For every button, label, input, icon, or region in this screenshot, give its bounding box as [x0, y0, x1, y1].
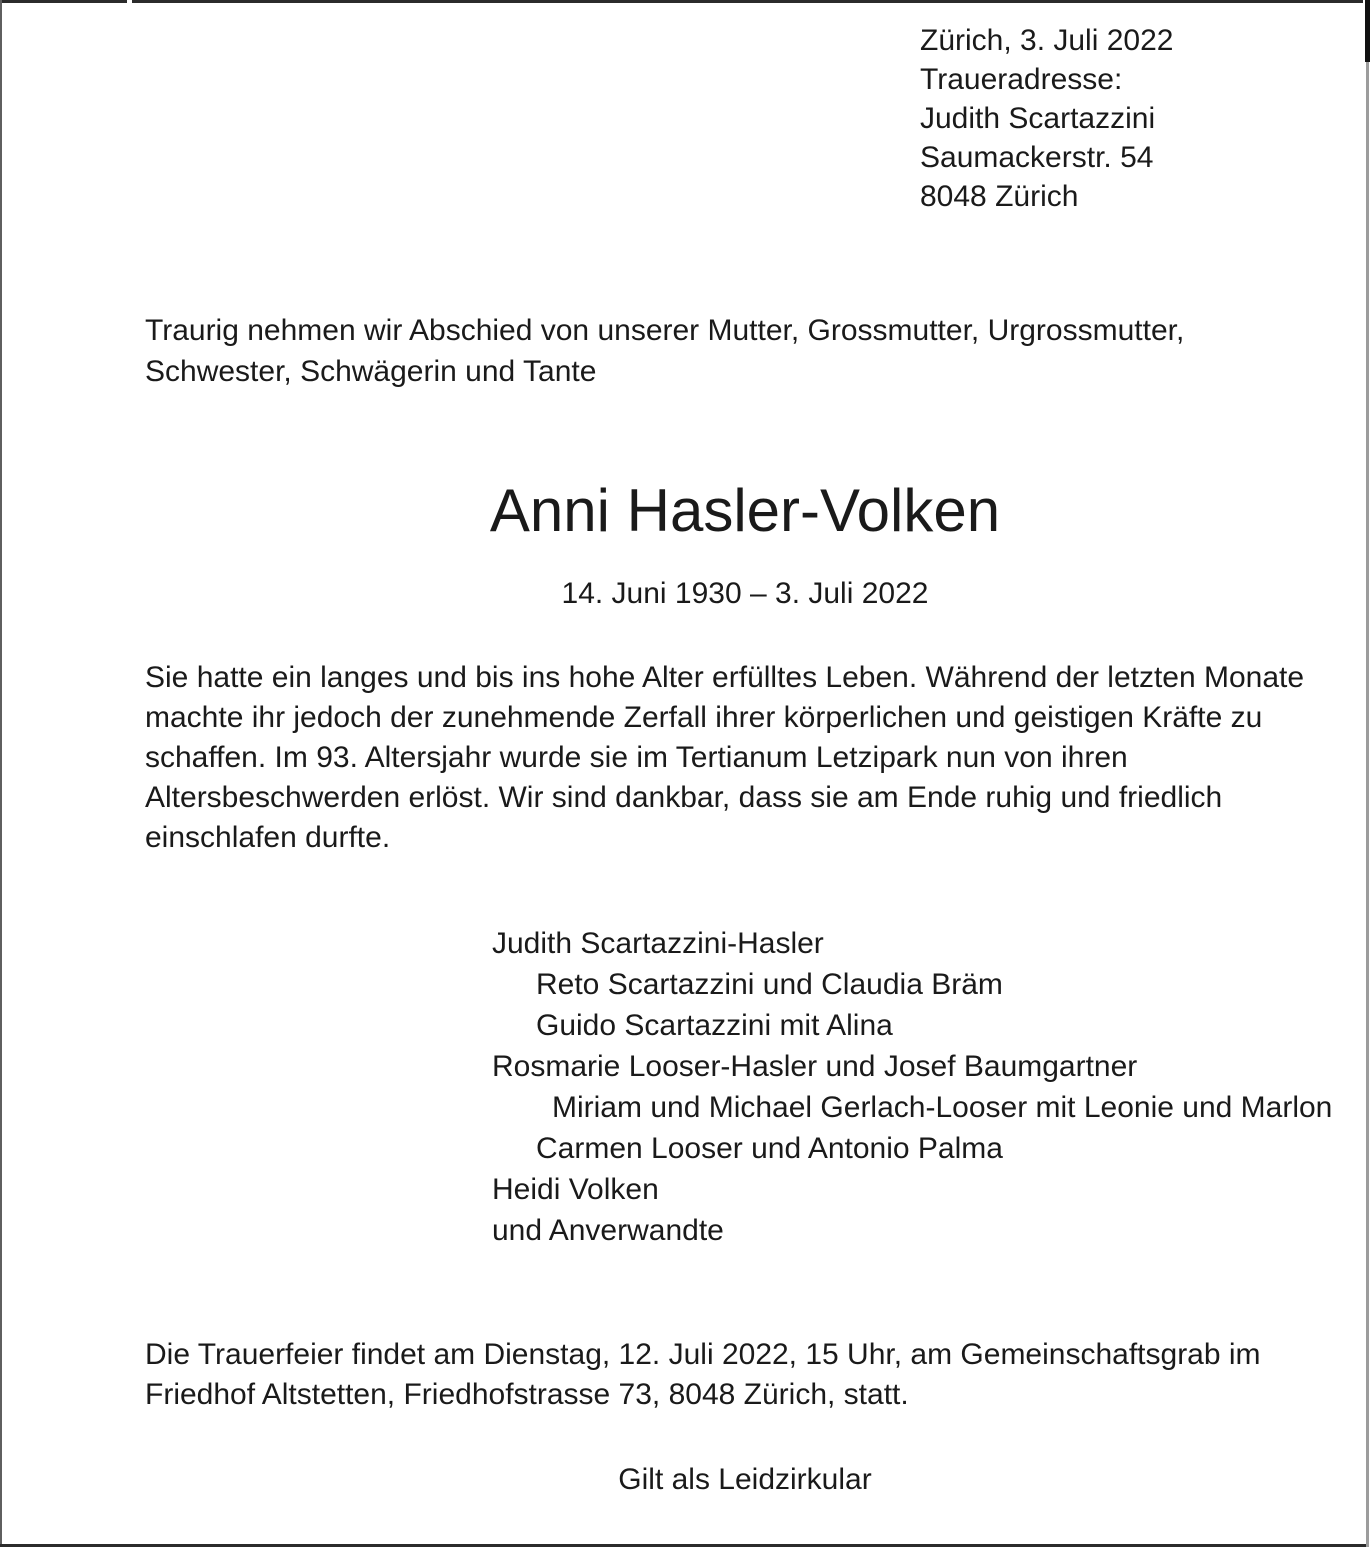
family-entry: Carmen Looser und Antonio Palma — [536, 1132, 1003, 1165]
page-border-top-right-segment — [132, 0, 1363, 3]
intro-line: Schwester, Schwägerin und Tante — [145, 355, 597, 388]
scrollbar-thumb[interactable] — [1365, 0, 1370, 62]
scrollbar-track[interactable] — [1366, 0, 1369, 1547]
dateline: Zürich, 3. Juli 2022 — [920, 24, 1174, 57]
obituary-line: Sie hatte ein langes und bis ins hohe Alter erfülltes Leben. Während der letzten Monate — [145, 661, 1305, 694]
obituary-line: einschlafen durfte. — [145, 821, 391, 854]
family-entry: Heidi Volken — [492, 1173, 659, 1206]
address-line: Judith Scartazzini — [920, 102, 1156, 135]
family-entry: Guido Scartazzini mit Alina — [536, 1009, 893, 1042]
service-line: Die Trauerfeier findet am Dienstag, 12. Juli 2022, 15 Uhr, am Gemeinschaftsgrab im — [145, 1338, 1261, 1371]
intro-line: Traurig nehmen wir Abschied von unserer Mutter, Grossmutter, Urgrossmutter, — [145, 314, 1185, 347]
obituary-line: schaffen. Im 93. Altersjahr wurde sie im Tertianum Letzipark nun von ihren — [145, 741, 1128, 774]
address-line: Saumackerstr. 54 — [920, 141, 1154, 174]
obituary-line: Altersbeschwerden erlöst. Wir sind dankbar, dass sie am Ende ruhig und friedlich — [145, 781, 1223, 814]
service-paragraph — [145, 1335, 1345, 1415]
obituary-paragraph — [145, 658, 1345, 858]
address-label: Traueradresse: — [920, 63, 1123, 96]
family-list — [145, 923, 1345, 1251]
intro-paragraph — [145, 310, 1345, 392]
page-border-top-left-segment — [0, 0, 127, 3]
family-entry: und Anverwandte — [492, 1214, 724, 1247]
leidzirkular-note: Gilt als Leidzirkular — [618, 1463, 872, 1496]
mourning-address-block — [920, 21, 1345, 216]
family-entry: Rosmarie Looser-Hasler und Josef Baumgartner — [492, 1050, 1138, 1083]
family-entry: Reto Scartazzini und Claudia Bräm — [536, 968, 1003, 1001]
page-border-left — [0, 0, 2, 1547]
deceased-name: Anni Hasler-Volken — [489, 477, 1001, 544]
life-dates: 14. Juni 1930 – 3. Juli 2022 — [561, 577, 929, 610]
obituary-line: machte ihr jedoch der zunehmende Zerfall ihrer körperlichen und geistigen Kräfte zu — [145, 701, 1263, 734]
service-line: Friedhof Altstetten, Friedhofstrasse 73, 8048 Zürich, statt. — [145, 1378, 909, 1411]
family-entry: Miriam und Michael Gerlach-Looser mit Leonie und Marlon — [552, 1091, 1333, 1124]
address-line: 8048 Zürich — [920, 180, 1079, 213]
family-entry: Judith Scartazzini-Hasler — [492, 927, 824, 960]
